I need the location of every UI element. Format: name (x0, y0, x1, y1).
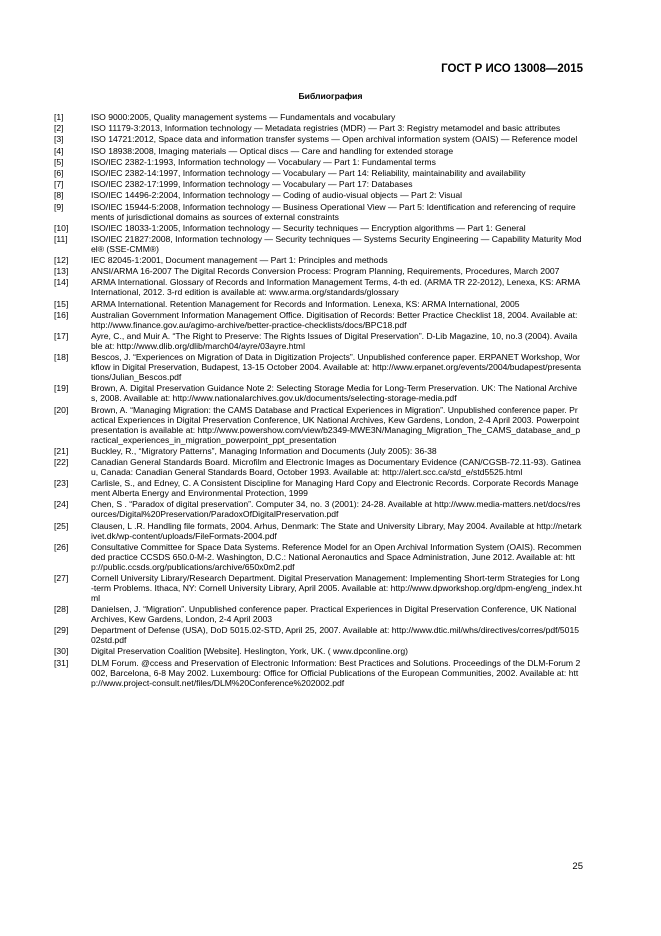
bibliography-entry (54, 478, 582, 498)
bibliography-entry (54, 405, 582, 445)
entry-text: ARMA International. Glossary of Records and Information Management Terms, 4-th ed. (ARMA TR 22-2012), Lenexa, KS: ARMA International, 2012. 3-rd edition is available at: www.arma.org/standards/glossary (91, 277, 580, 298)
entry-text: ISO 18938:2008, Imaging materials — Optical discs — Care and handling for extended storage (91, 145, 454, 156)
entry-number: [1] (54, 112, 64, 122)
bibliography-entry (54, 255, 582, 265)
bibliography-entry (54, 625, 582, 645)
entry-text: Carlisle, S., and Edney, C. A Consistent Discipline for Managing Hard Copy and Electronic Records. Corporate Records Management Alberta Energy and Environmental Protection, 1999 (91, 478, 579, 499)
bibliography-entry (54, 202, 582, 222)
entry-number: [20] (54, 404, 69, 415)
entry-text: Canadian General Standards Board. Microfilm and Electronic Images as Documentary Evidence (CAN/CGSB-72.11-93). Gatineau, Canada: Canadian General Standards Board, October 1993. Available at: http://alert.scc.ca/std_e/std5525.html (91, 456, 581, 477)
entry-number: [11] (54, 233, 68, 244)
entry-text: Consultative Committee for Space Data Systems. Reference Model for an Open Archival Information System (OAIS). Recommended practice CCSDS 650.0-M-2. Washington, D.C.: National Aeronautics and Space Administration, June 2012. Available at: http://public.ccsds.org/publications/archive/650x0m2.pdf (91, 541, 582, 572)
section-title: Библиография (298, 91, 363, 101)
entry-number: [28] (54, 604, 69, 615)
entry-number: [17] (54, 331, 69, 341)
entry-number: [7] (54, 179, 64, 190)
entry-number: [23] (54, 478, 69, 489)
entry-number: [5] (54, 156, 64, 167)
page-number: 25 (572, 861, 583, 872)
entry-text: Australian Government Information Management Office. Digitisation of Records: Better Practice Checklist 18, 2004. Available at: http://www.finance.gov.au/agimo-archive/better-practice-checklists/docs/BPC18.pdf (91, 309, 578, 330)
entry-text: Ayre, C., and Muir A. “The Right to Preserve: The Rights Issues of Digital Preservation”. D-Lib Magazine, 10, no.3 (2004). Available at: http://www.dlib.org/dlib/march04/ayre/03ayre.html (91, 331, 578, 351)
bibliography-list (54, 112, 582, 689)
entry-text: DLM Forum. @ccess and Preservation of Electronic Information: Best Practices and Solutions. Proceedings of the DLM-Forum 2002, Barcelona, 6-8 May 2002. Luxembourg: Office for Official Publications of the European Communities, 2002. Available at: http://www.project-consult.net/files/DLM%20Conference%202002.pdf (91, 657, 581, 688)
bibliography-entry (54, 146, 582, 156)
bibliography-entry (54, 123, 582, 133)
entry-text: ISO 9000:2005, Quality management systems — Fundamentals and vocabulary (91, 112, 396, 122)
entry-number: [29] (54, 625, 69, 636)
bibliography-entry (54, 157, 582, 167)
entry-text: Digital Preservation Coalition [Website]. Heslington, York, UK. ( www.dpconline.org) (91, 646, 409, 657)
entry-text: IEC 82045-1:2001, Document management — Part 1: Principles and methods (91, 255, 388, 266)
bibliography-entry (54, 277, 582, 297)
bibliography-entry (54, 521, 582, 541)
entry-text: ANSI/ARMA 16-2007 The Digital Records Conversion Process: Program Planning, Requirements, Procedures, March 2007 (91, 266, 560, 277)
bibliography-entry (54, 134, 582, 144)
bibliography-entry (54, 457, 582, 477)
entry-number: [13] (54, 266, 69, 277)
entry-number: [26] (54, 541, 69, 552)
entry-text: Chen, S . “Paradox of digital preservation”. Computer 34, no. 3 (2001): 24-28. Available at http://www.media-matters.net/docs/resources/Digital%20Preservation/ParadoxOfDigitalPreservation.pdf (91, 499, 581, 520)
entry-number: [25] (54, 520, 69, 531)
bibliography-entry (54, 446, 582, 456)
bibliography-entry (54, 234, 582, 254)
entry-number: [10] (54, 222, 69, 233)
bibliography-entry (54, 604, 582, 624)
entry-number: [2] (54, 123, 64, 134)
bibliography-entry (54, 658, 582, 688)
entry-number: [15] (54, 298, 69, 309)
bibliography-entry (54, 646, 582, 656)
entry-text: ISO 14721:2012, Space data and information transfer systems — Open archival information system (OAIS) — Reference model (91, 134, 578, 145)
bibliography-entry (54, 266, 582, 276)
entry-number: [9] (54, 201, 64, 212)
entry-text: Department of Defense (USA), DoD 5015.02-STD, April 25, 2007. Available at: http://www.dtic.mil/whs/directives/corres/pdf/501502std.pdf (91, 625, 580, 646)
bibliography-entry (54, 542, 582, 572)
bibliography-entry (54, 190, 582, 200)
entry-text: ISO/IEC 14496-2:2004, Information technology — Coding of audio-visual objects — Part 2: Visual (91, 190, 463, 201)
entry-text: Clausen, L .R. Handling file formats, 2004. Arhus, Denmark: The State and University Library, May 2004. Available at http://netarkivet.dk/wp-content/uploads/FileFormats-2004.pdf (91, 520, 582, 541)
bibliography-entry (54, 352, 582, 382)
entry-text: ISO/IEC 2382-1:1993, Information technology — Vocabulary — Part 1: Fundamental terms (91, 156, 436, 167)
bibliography-entry (54, 112, 582, 122)
entry-number: [16] (54, 309, 69, 320)
entry-number: [18] (54, 352, 69, 363)
entry-text: Buckley, R., “Migratory Patterns”, Managing Information and Documents (July 2005): 36-38 (91, 445, 437, 456)
entry-text: ISO/IEC 21827:2008, Information technology — Security techniques — Systems Security Engineering — Capability Maturity Model® (SSE-CMM®) (91, 233, 582, 254)
entry-number: [4] (54, 145, 64, 156)
entry-text: ISO/IEC 18033-1:2005, Information technology — Security techniques — Encryption algorithms — Part 1: General (91, 222, 526, 233)
entry-number: [30] (54, 646, 69, 657)
entry-number: [8] (54, 190, 64, 201)
bibliography-entry (54, 383, 582, 403)
entry-text: ISO/IEC 15944-5:2008, Information technology — Business Operational View — Part 5: Identification and referencing of requirements of jurisdictional domains as sources of external constraints (91, 201, 576, 222)
entry-text: Danielsen, J. “Migration”. Unpublished conference paper. Practical Experiences in Digital Preservation Conference, UK National Archives, Kew Gardens, London, 2-4 April 2003 (91, 604, 577, 625)
entry-number: [21] (54, 445, 69, 456)
entry-text: Cornell University Library/Research Department. Digital Preservation Management: Implementing Short-term Strategies for Long-term Problems. Ithaca, NY: Cornell University Library, April 2005. Available at: http://www.dpworkshop.org/dpm-eng/eng_index.html (91, 572, 582, 603)
entry-number: [27] (54, 572, 69, 583)
entry-text: Brown, A. “Managing Migration: the CAMS Database and Practical Experiences in Migration”. Unpublished conference paper. Practical Experiences in Digital Preservation Conference, UK National Archives, Kew Gardens, London, 2-4 April 2003. Powerpoint presentation is available at: http://www.powershow.com/view/b2349-MWE3N/Managing_Migration_The_CAMS_database_and_practical_experiences_in_migration_powerpoint_ppt_presentation (91, 404, 581, 445)
entry-number: [31] (54, 657, 69, 668)
bibliography-entry (54, 168, 582, 178)
entry-number: [6] (54, 167, 64, 178)
entry-text: ISO/IEC 2382-14:1997, Information technology — Vocabulary — Part 14: Reliability, maintainability and availability (91, 167, 526, 178)
entry-number: [22] (54, 456, 69, 467)
bibliography-entry (54, 331, 582, 351)
entry-text: ISO 11179-3:2013, Information technology — Metadata registries (MDR) — Part 3: Registry metamodel and basic attributes (91, 123, 561, 134)
bibliography-entry (54, 499, 582, 519)
bibliography-entry (54, 299, 582, 309)
entry-number: [14] (54, 277, 69, 288)
entry-number: [3] (54, 134, 64, 145)
bibliography-entry (54, 310, 582, 330)
entry-text: ISO/IEC 2382-17:1999, Information technology — Vocabulary — Part 17: Databases (91, 179, 413, 190)
entry-text: Bescos, J. “Experiences on Migration of Data in Digitization Projects”. Unpublished conference paper. ERPANET Workshop, Workflow in Digital Preservation, Budapest, 13-15 October 2004. Available at: http://www.erpanet.org/events/2004/budapest/presentations/Julian_Bescos.pdf (91, 352, 581, 383)
entry-number: [19] (54, 383, 69, 394)
bibliography-entry (54, 573, 582, 603)
entry-number: [12] (54, 255, 69, 266)
bibliography-entry (54, 223, 582, 233)
entry-number: [24] (54, 499, 69, 510)
document-code: ГОСТ Р ИСО 13008—2015 (441, 63, 583, 75)
entry-text: ARMA International. Retention Management for Records and Information. Lenexa, KS: ARMA International, 2005 (91, 298, 520, 309)
entry-text: Brown, A. Digital Preservation Guidance Note 2: Selecting Storage Media for Long-Term Preservation. UK: The National Archives, 2008. Available at: http://www.nationalarchives.gov.uk/documents/selecting-storage-media.pdf (91, 383, 578, 404)
bibliography-entry (54, 179, 582, 189)
